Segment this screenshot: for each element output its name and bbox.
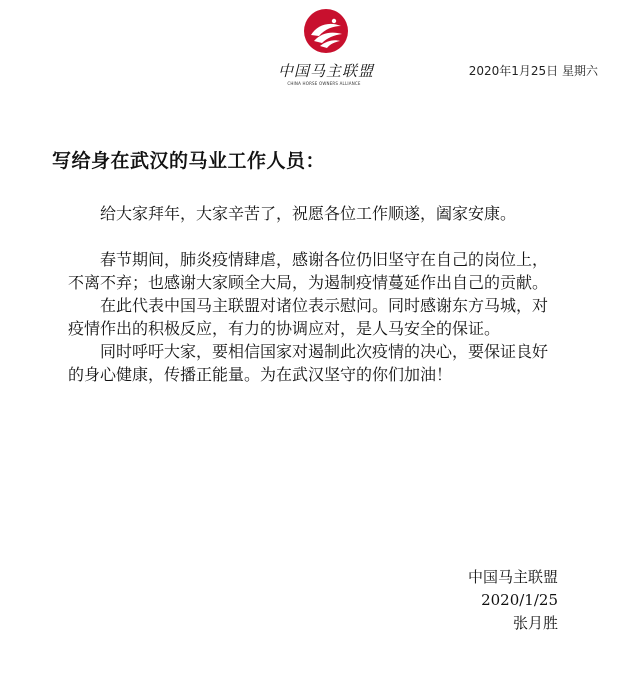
letter-body <box>68 202 558 386</box>
horse-emblem-icon <box>303 8 349 54</box>
signature-person: 张月胜 <box>512 614 558 632</box>
paragraph-greeting: 给大家拜年，大家辛苦了，祝愿各位工作顺遂，阖家安康。 <box>100 204 517 223</box>
paragraph-appeal: 同时呼吁大家，要相信国家对遏制此次疫情的决心，要保证良好的身心健康，传播正能量。为在武汉坚守的你们加油！ <box>68 342 549 384</box>
signature-date: 2020/1/25 <box>481 591 558 609</box>
logo-name-cn: 中国马主联盟 <box>278 62 375 80</box>
paragraph-thanks: 春节期间，肺炎疫情肆虐，感谢各位仍旧坚守在自己的岗位上，不离不弃；也感谢大家顾全大局，为遏制疫情蔓延作出自己的贡献。 <box>68 250 549 292</box>
signature-block <box>468 566 558 635</box>
header-weekday: 星期六 <box>561 64 598 78</box>
paragraph-condolence: 在此代表中国马主联盟对诸位表示慰问。同时感谢东方马城，对疫情作出的积极反应，有力的协调应对，是人马安全的保证。 <box>68 296 549 338</box>
logo-name-en: CHINA HORSE OWNERS ALLIANCE <box>287 81 361 86</box>
logo <box>278 8 375 108</box>
header-date-line <box>469 62 598 79</box>
header-date: 2020年1月25日 <box>468 64 559 78</box>
letter-title: 写给身在武汉的马业工作人员： <box>52 150 326 172</box>
signature-org: 中国马主联盟 <box>467 568 558 586</box>
